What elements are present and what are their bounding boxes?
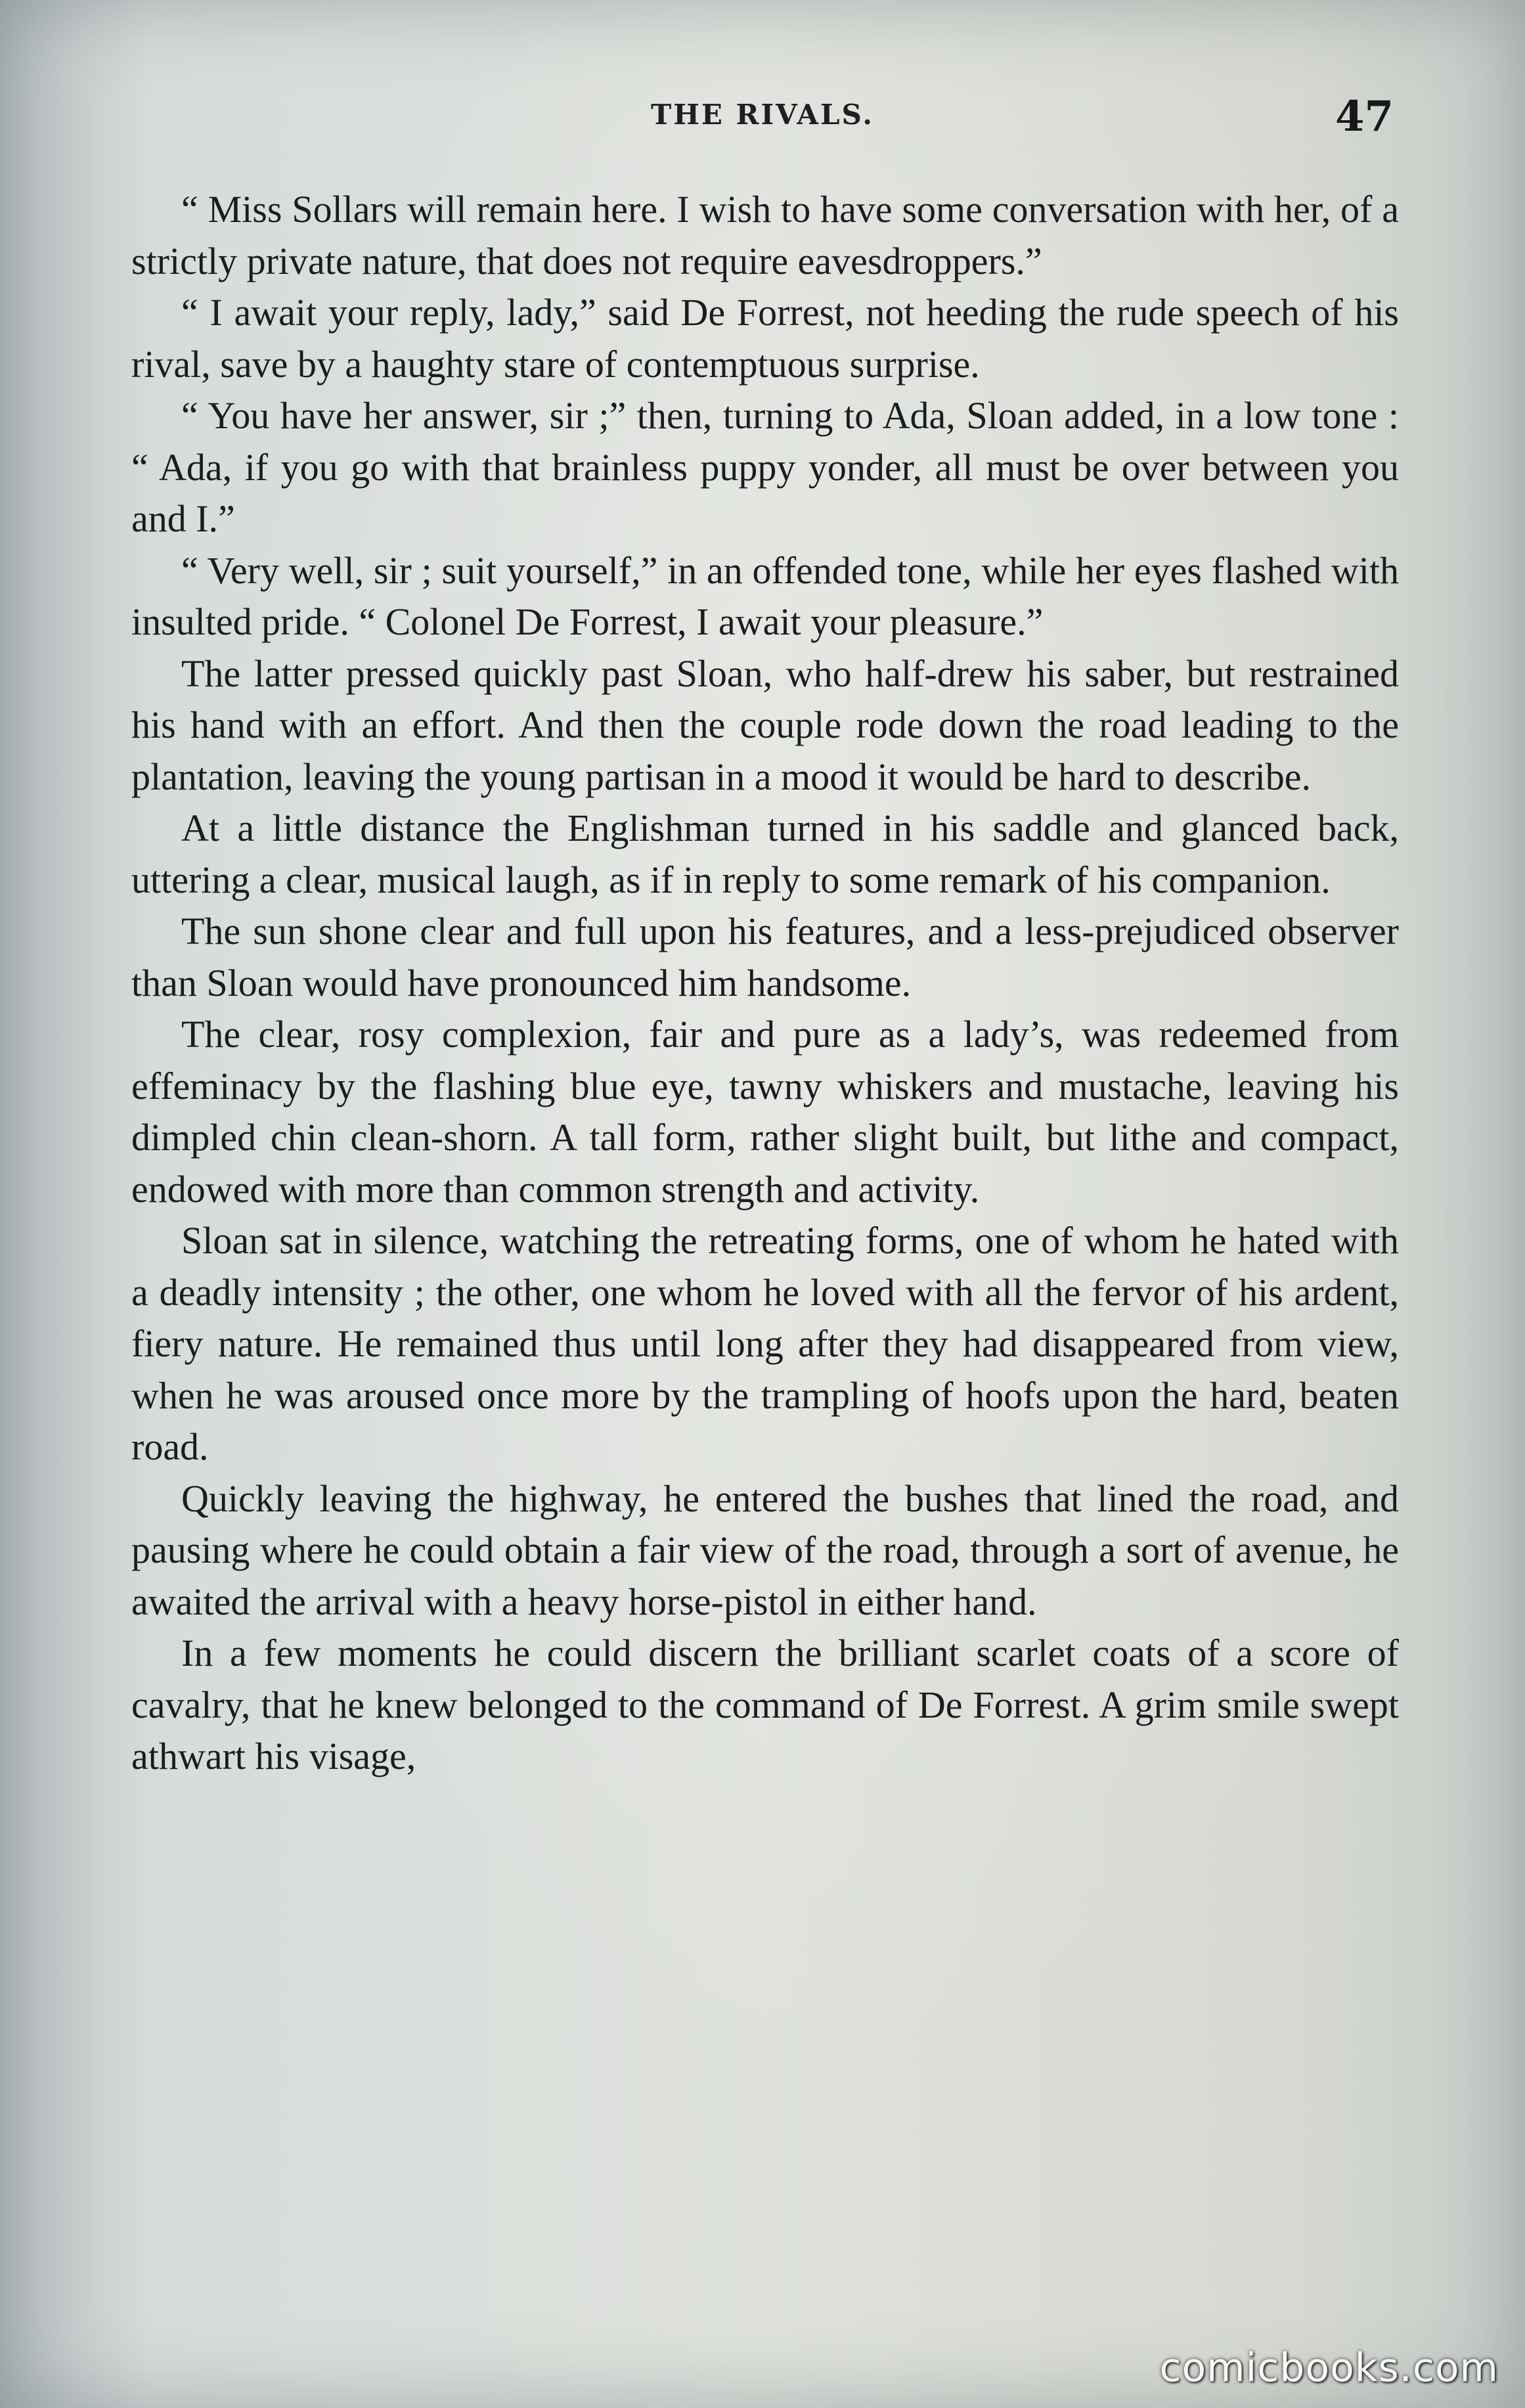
paragraph: The sun shone clear and full upon his features, and a less-prejudiced observer than Sloan would have pronounced him handsome. (131, 910, 1399, 1004)
body-text (131, 184, 1399, 1783)
paragraph: “ Very well, sir ; suit yourself,” in an offended tone, while her eyes flashed with insulted pride. “ Colonel De Forrest, I await your pleasure.” (131, 548, 1399, 643)
paragraph: Quickly leaving the highway, he entered the bushes that lined the road, and pausing where he could obtain a fair view of the road, through a sort of avenue, he awaited the arrival with a heavy horse-pistol in either hand. (131, 1477, 1399, 1623)
paragraph: “ You have her answer, sir ;” then, turning to Ada, Sloan added, in a low tone : “ Ada, if you go with that brainless puppy yonder, all must be over between you and I.” (131, 394, 1399, 540)
paragraph: At a little distance the Englishman turned in his saddle and glanced back, uttering a clear, musical laugh, as if in reply to some remark of his companion. (131, 807, 1399, 901)
paragraph: Sloan sat in silence, watching the retreating forms, one of whom he hated with a deadly intensity ; the other, one whom he loved with all the fervor of his ardent, fiery nature. He remained thus until long after they had disappeared from view, when he was aroused once more by the trampling of hoofs upon the hard, beaten road. (131, 1219, 1399, 1468)
running-head: THE RIVALS. (650, 99, 875, 131)
paragraph: The latter pressed quickly past Sloan, who half-drew his saber, but restrained his hand with an effort. And then the couple rode down the road leading to the plantation, leaving the young partisan in a mood it would be hard to describe. (131, 652, 1399, 798)
paragraph: In a few moments he could discern the brilliant scarlet coats of a score of cavalry, that he knew belonged to the command of De Forrest. A grim smile swept athwart his visage, (131, 1632, 1399, 1777)
paragraph: “ Miss Sollars will remain here. I wish to have some conversation with her, of a strictly private nature, that does not require eavesdroppers.” (131, 188, 1399, 282)
page-number: 47 (1335, 92, 1394, 141)
page-header (131, 92, 1394, 145)
site-watermark: comicbooks.com (1159, 2345, 1499, 2391)
paragraph: “ I await your reply, lady,” said De Forrest, not heeding the rude speech of his rival, save by a haughty stare of contemptuous surprise. (131, 291, 1399, 386)
paragraph: The clear, rosy complexion, fair and pure as a lady’s, was redeemed from effeminacy by the flashing blue eye, tawny whiskers and mustache, leaving his dimpled chin clean-shorn. A tall form, rather slight built, but lithe and compact, endowed with more than common strength and activity. (131, 1013, 1399, 1211)
